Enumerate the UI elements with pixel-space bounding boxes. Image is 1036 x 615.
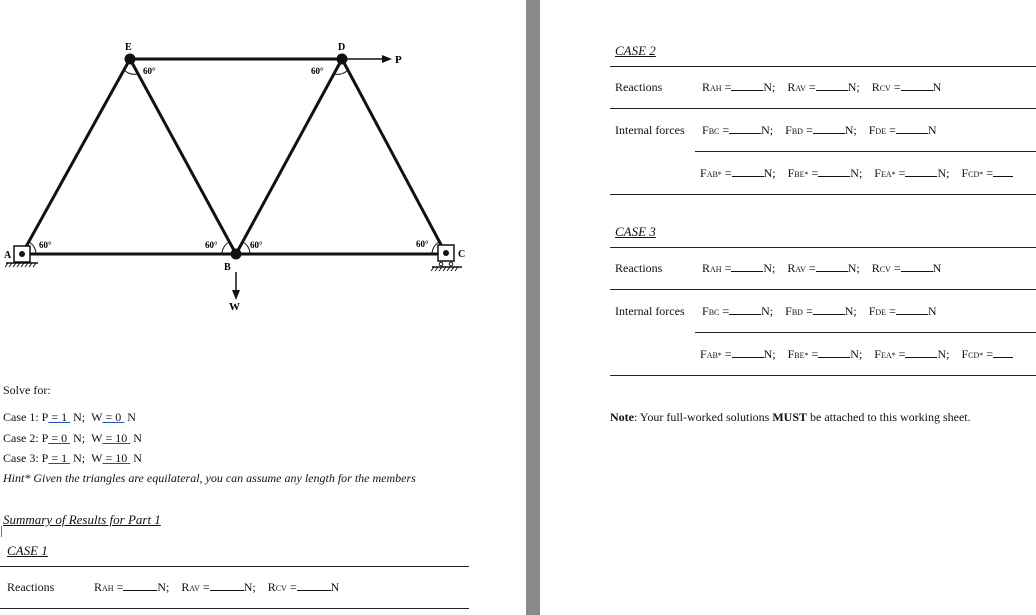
node-label-E: E bbox=[125, 42, 132, 53]
hint-text: Hint* Given the triangles are equilateral, you can assume any length for the members bbox=[3, 471, 416, 485]
reactions-label: Reactions bbox=[615, 80, 663, 94]
answer-blank[interactable] bbox=[816, 90, 848, 91]
answer-blank[interactable] bbox=[896, 314, 928, 315]
answer-blank[interactable] bbox=[816, 271, 848, 272]
member-EB bbox=[130, 59, 236, 254]
node-label-D: D bbox=[338, 42, 346, 53]
load-label-W: W bbox=[229, 301, 240, 313]
angle-label-C: 60° bbox=[416, 239, 429, 249]
answer-blank[interactable] bbox=[901, 90, 933, 91]
case-3-line: Case 3: P = 1 N; W = 10 N bbox=[3, 451, 142, 465]
answer-blank[interactable] bbox=[297, 590, 331, 591]
angle-label-E: 60° bbox=[143, 66, 156, 76]
solve-for-label: Solve for: bbox=[3, 383, 51, 397]
case-1-title: CASE 1 bbox=[7, 543, 48, 558]
case-2-internal-row-1: Internal forces FBC = N; FBD = N; FDE = N bbox=[615, 123, 937, 137]
case-2-line: Case 2: P = 0 N; W = 10 N bbox=[3, 431, 142, 445]
case-label: Case 3: bbox=[3, 451, 39, 465]
case-1-line: Case 1: P = 1 N; W = 0 N bbox=[3, 410, 136, 424]
case-2-internal-row-2: FAB* = N; FBE* = N; FEA* = N; FCD* = bbox=[700, 166, 1013, 181]
answer-blank[interactable] bbox=[732, 176, 764, 177]
answer-blank[interactable] bbox=[123, 590, 157, 591]
divider bbox=[610, 289, 1036, 290]
joint-B bbox=[231, 249, 242, 260]
answer-blank[interactable] bbox=[993, 176, 1013, 177]
case-3-title: CASE 3 bbox=[615, 224, 656, 239]
answer-blank[interactable] bbox=[729, 133, 761, 134]
case-2-title: CASE 2 bbox=[615, 43, 656, 58]
answer-blank[interactable] bbox=[901, 271, 933, 272]
reactions-label: Reactions bbox=[615, 261, 663, 275]
divider bbox=[695, 151, 1036, 152]
angle-label-B-right: 60° bbox=[250, 240, 263, 250]
angle-label-A: 60° bbox=[39, 240, 52, 250]
angle-arc-B-right bbox=[243, 242, 250, 254]
note-label: Note bbox=[610, 410, 634, 424]
angle-label-B-left: 60° bbox=[205, 240, 218, 250]
case-label: Case 1: bbox=[3, 410, 39, 424]
internal-forces-label: Internal forces bbox=[615, 123, 685, 137]
page-gutter bbox=[526, 0, 540, 615]
truss-diagram bbox=[0, 0, 526, 330]
divider bbox=[0, 608, 469, 609]
case-1-p-value: 1 bbox=[61, 410, 68, 424]
answer-blank[interactable] bbox=[896, 133, 928, 134]
node-label-A: A bbox=[4, 250, 12, 261]
answer-blank[interactable] bbox=[993, 357, 1013, 358]
answer-blank[interactable] bbox=[905, 176, 937, 177]
divider bbox=[610, 108, 1036, 109]
divider bbox=[0, 566, 469, 567]
case-1-w-value: 0 bbox=[115, 410, 122, 424]
right-page bbox=[540, 0, 1036, 615]
divider bbox=[610, 375, 1036, 376]
answer-blank[interactable] bbox=[818, 357, 850, 358]
load-label-P: P bbox=[395, 54, 402, 66]
case-3-internal-row-1: Internal forces FBC = N; FBD = N; FDE = N bbox=[615, 304, 937, 318]
answer-blank[interactable] bbox=[905, 357, 937, 358]
member-AE bbox=[22, 59, 130, 254]
answer-blank[interactable] bbox=[210, 590, 244, 591]
case-3-p-value: 1 bbox=[61, 451, 68, 465]
node-label-B: B bbox=[224, 262, 231, 273]
node-label-C: C bbox=[458, 249, 466, 260]
divider bbox=[610, 66, 1036, 67]
angle-label-D: 60° bbox=[311, 66, 324, 76]
answer-blank[interactable] bbox=[813, 133, 845, 134]
case-3-reactions-row: Reactions RAH = N; RAV = N; RCV = N bbox=[615, 261, 942, 275]
divider bbox=[610, 247, 1036, 248]
angle-arc-B-left bbox=[222, 242, 229, 254]
summary-title: Summary of Results for Part 1 bbox=[3, 512, 161, 527]
case-2-reactions-row: Reactions RAH = N; RAV = N; RCV = N bbox=[615, 80, 942, 94]
note-line: Note: Your full-worked solutions MUST be attached to this working sheet. bbox=[610, 410, 971, 424]
case-3-w-value: 10 bbox=[115, 451, 128, 465]
answer-blank[interactable] bbox=[732, 357, 764, 358]
answer-blank[interactable] bbox=[731, 271, 763, 272]
member-BD bbox=[236, 59, 342, 254]
case-2-w-value: 10 bbox=[115, 431, 128, 445]
case-3-internal-row-2: FAB* = N; FBE* = N; FEA* = N; FCD* = bbox=[700, 347, 1013, 362]
case-label: Case 2: bbox=[3, 431, 39, 445]
answer-blank[interactable] bbox=[813, 314, 845, 315]
reactions-label: Reactions bbox=[7, 580, 55, 594]
case-2-p-value: 0 bbox=[61, 431, 68, 445]
answer-blank[interactable] bbox=[729, 314, 761, 315]
answer-blank[interactable] bbox=[818, 176, 850, 177]
divider bbox=[695, 332, 1036, 333]
joint-E bbox=[125, 54, 136, 65]
case-1-reactions-row: Reactions RAH = N; RAV = N; RCV = N bbox=[7, 580, 340, 594]
answer-blank[interactable] bbox=[731, 90, 763, 91]
member-DC bbox=[342, 59, 446, 254]
internal-forces-label: Internal forces bbox=[615, 304, 685, 318]
text-cursor bbox=[1, 526, 2, 537]
divider bbox=[610, 194, 1036, 195]
